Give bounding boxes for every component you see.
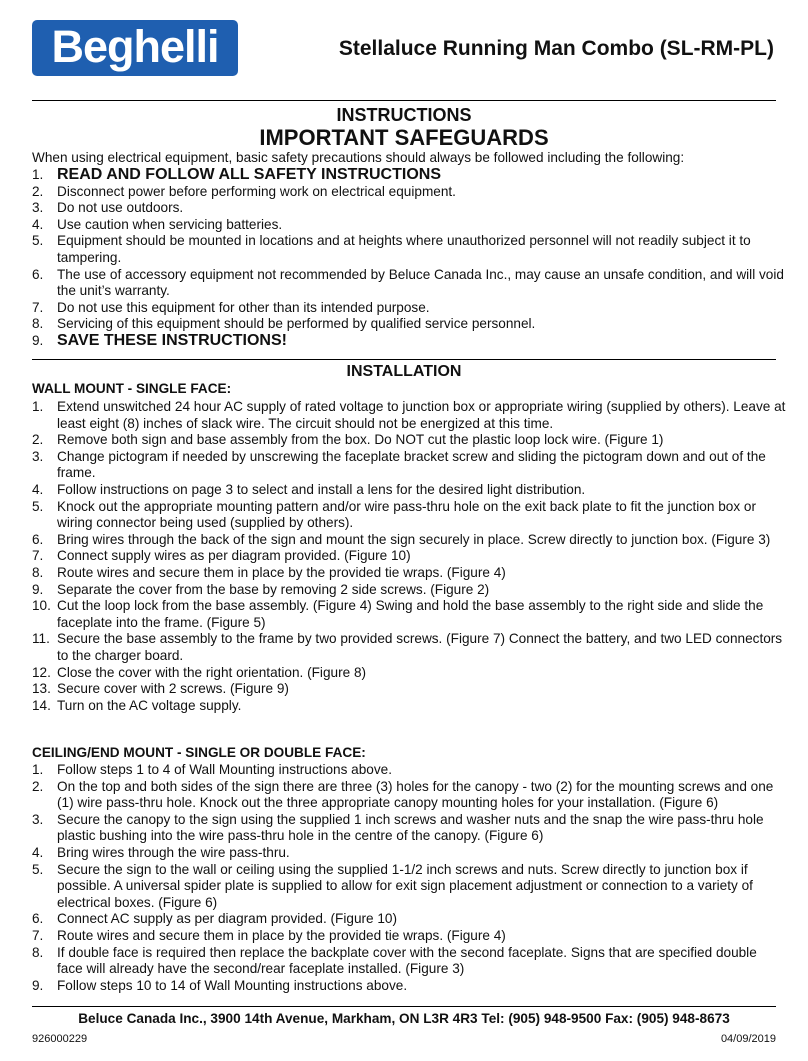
list-item-text: Use caution when servicing batteries. [57,216,283,232]
list-item-number: 1. [32,762,44,777]
list-item [32,631,786,664]
list-item [32,300,786,317]
list-item-number: 8. [32,316,44,332]
ceiling-mount-heading: CEILING/END MOUNT - SINGLE OR DOUBLE FACE: [32,745,366,760]
list-item-text: Change pictogram if needed by unscrewing the faceplate bracket screw and sliding the pictogram down and out of the frame. [57,448,766,481]
list-item-number: 1. [32,399,44,414]
footer-divider [32,1006,776,1007]
list-item [32,862,786,912]
list-item-text: Turn on the AC voltage supply. [57,697,242,713]
list-item-number: 3. [32,200,44,216]
beghelli-logo [32,20,238,76]
list-item-text: On the top and both sides of the sign there are three (3) holes for the canopy - two (2) for the mounting screws and one (1) wire pass-thru hole. Knock out the three appropriate canopy mounting holes for your installation. (Figure 6) [57,778,774,811]
list-item-number: 12. [32,664,51,680]
wall-mount-steps [32,399,786,714]
list-item-number: 9. [32,977,44,993]
list-item-number: 13. [32,681,51,697]
installation-heading: INSTALLATION [346,363,462,380]
list-item [32,911,786,928]
list-item-number: 3. [32,448,44,464]
list-item-number: 7. [32,548,44,564]
list-item-text: If double face is required then replace the backplate cover with the second faceplate. Signs that are specified double face will already have the second/rear faceplate installed. (Figure 3) [57,944,757,977]
list-item-number: 6. [32,266,44,282]
wall-mount-heading: WALL MOUNT - SINGLE FACE: [32,381,232,396]
list-item [32,233,786,266]
list-item [32,482,786,499]
list-item-text: Do not use outdoors. [57,200,184,216]
list-item-text: The use of accessory equipment not recommended by Beluce Canada Inc., may cause an unsafe condition, and will void the unit’s warranty. [57,266,784,299]
list-item-number: 5. [32,861,44,877]
list-item-number: 14. [32,697,51,713]
list-item-number: 3. [32,811,44,827]
list-item-number: 4. [32,844,44,860]
list-item-number: 7. [32,927,44,943]
list-item [32,532,786,549]
list-item-number: 4. [32,216,44,232]
document-number: 926000229 [32,1033,88,1045]
list-item-text: Cut the loop lock from the base assembly. (Figure 4) Swing and hold the base assembly to the right side and slide the faceplate into the frame. (Figure 5) [57,598,764,630]
list-item-number: 10. [32,598,51,614]
list-item-number: 9. [32,332,44,348]
list-item-text: READ AND FOLLOW ALL SAFETY INSTRUCTIONS [57,166,441,183]
footer-address: Beluce Canada Inc., 3900 14th Avenue, Markham, ON L3R 4R3 Tel: (905) 948-9500 Fax: (905) 948-8673 [78,1011,730,1026]
intro-text: When using electrical equipment, basic safety precautions should always be followed including the following: [32,150,685,165]
list-item-text: Secure the canopy to the sign using the supplied 1 inch screws and washer nuts and the snap the wire pass-thru hole plastic bushing into the wire pass-thru hole in the centre of the canopy. (Figure 6) [57,811,764,844]
list-item-text: Knock out the appropriate mounting pattern and/or wire pass-thru hole on the exit back plate to fit the junction box or wiring connector being used (supplied by others). [57,498,756,531]
list-item-text: Follow steps 10 to 14 of Wall Mounting instructions above. [57,977,408,993]
list-item [32,217,786,234]
list-item-text: Do not use this equipment for other than its intended purpose. [57,299,430,315]
list-item [32,449,786,482]
safeguards-heading: IMPORTANT SAFEGUARDS [259,125,549,150]
list-item [32,499,786,532]
list-item-text: Servicing of this equipment should be performed by qualified service personnel. [57,316,536,332]
list-item [32,812,786,845]
list-item [32,945,786,978]
list-item-number: 6. [32,911,44,927]
list-item [32,582,786,599]
list-item [32,665,786,682]
list-item [32,565,786,582]
list-item [32,779,786,812]
list-item [32,432,786,449]
list-item-number: 8. [32,564,44,580]
document-date: 04/09/2019 [720,1033,776,1045]
list-item [32,167,786,184]
list-item-number: 5. [32,498,44,514]
list-item-number: 11. [32,631,50,647]
list-item-number: 7. [32,299,44,315]
list-item [32,928,786,945]
list-item-number: 8. [32,944,44,960]
list-item [32,978,786,995]
list-item-text: Disconnect power before performing work on electrical equipment. [57,183,456,199]
list-item [32,184,786,201]
list-item-text: Connect AC supply as per diagram provided. (Figure 10) [57,911,398,927]
list-item-text: Equipment should be mounted in locations and at heights where unauthorized personnel will not readily subject it to tampering. [57,233,751,265]
list-item-number: 9. [32,581,44,597]
header-divider [32,100,776,101]
list-item-text: Follow steps 1 to 4 of Wall Mounting instructions above. [57,762,392,777]
installation-divider [32,359,776,360]
list-item [32,598,786,631]
instructions-heading: INSTRUCTIONS [336,105,472,125]
safeguards-list [32,167,786,350]
list-item-number: 2. [32,432,44,448]
list-item-text: Bring wires through the back of the sign and mount the sign securely in place. Screw directly to junction box. (Figure 3) [57,531,771,547]
list-item-text: SAVE THESE INSTRUCTIONS! [57,331,287,349]
list-item [32,681,786,698]
list-item [32,333,786,350]
list-item [32,399,786,432]
list-item [32,200,786,217]
list-item-text: Close the cover with the right orientation. (Figure 8) [57,664,367,680]
list-item-number: 2. [32,778,44,794]
list-item-text: Bring wires through the wire pass-thru. [57,844,290,860]
list-item-text: Extend unswitched 24 hour AC supply of rated voltage to junction box or appropriate wiring (supplied by others). Leave at least eight (8) inches of slack wire. The circuit should not be energized at this time. [57,399,786,431]
list-item-number: 2. [32,183,44,199]
list-item-text: Separate the cover from the base by removing 2 side screws. (Figure 2) [57,581,490,597]
list-item [32,698,786,715]
list-item-text: Secure the sign to the wall or ceiling using the supplied 1-1/2 inch screws and nuts. Screw directly to junction box if possible. A universal spider plate is supplied to allow for exit sign placement adjustment or connection to a variety of electrical boxes. (Figure 6) [57,861,753,910]
list-item-text: Follow instructions on page 3 to select and install a lens for the desired light distribution. [57,481,586,497]
ceiling-mount-steps [32,762,786,994]
list-item [32,845,786,862]
list-item-text: Secure the base assembly to the frame by two provided screws. (Figure 7) Connect the battery, and two LED connectors to the charger board. [57,631,783,663]
list-item-number: 1. [32,167,44,182]
list-item [32,316,786,333]
list-item-text: Route wires and secure them in place by the provided tie wraps. (Figure 4) [57,564,506,580]
list-item-text: Remove both sign and base assembly from the box. Do NOT cut the plastic loop lock wire. (Figure 1) [57,432,664,448]
list-item [32,762,786,779]
list-item [32,267,786,300]
list-item-number: 6. [32,531,44,547]
list-item-text: Secure cover with 2 screws. (Figure 9) [57,681,289,697]
list-item [32,548,786,565]
list-item-number: 4. [32,481,44,497]
list-item-text: Route wires and secure them in place by the provided tie wraps. (Figure 4) [57,927,506,943]
list-item-text: Connect supply wires as per diagram provided. (Figure 10) [57,548,411,564]
logo-text: Beghelli [51,21,219,72]
document-title: Stellaluce Running Man Combo (SL-RM-PL) [338,37,774,60]
list-item-number: 5. [32,233,44,249]
